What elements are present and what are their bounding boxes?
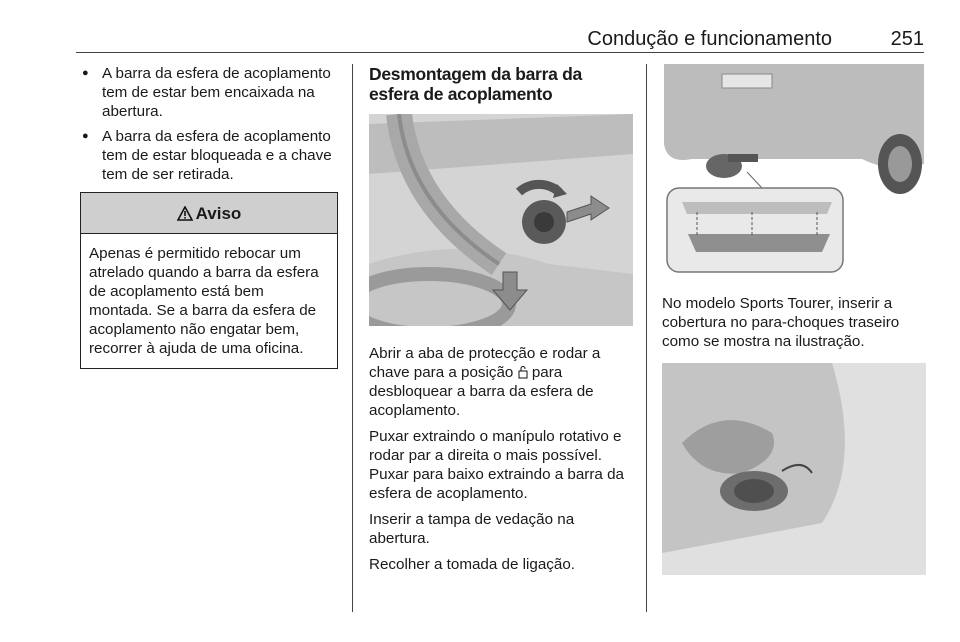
towbar-removal-illustration xyxy=(369,114,633,326)
warning-box xyxy=(80,192,338,369)
column-middle xyxy=(369,64,633,581)
page-number: 251 xyxy=(890,28,924,50)
rear-bumper-cover-illustration xyxy=(662,64,926,276)
section-title: Desmontagem da barra da esfera de acoplamento xyxy=(369,64,582,104)
bullet-list xyxy=(80,64,338,184)
column-divider xyxy=(352,64,353,612)
instruction-paragraph: Recolher a tomada de ligação. xyxy=(369,556,576,573)
instruction-paragraph: Abrir a aba de protecção e rodar a chave para a posição para desbloquear a barra da esfera de acoplamento. xyxy=(369,345,601,419)
bullet-item: ● A barra da esfera de acoplamento tem de estar bem encaixada na abertura. xyxy=(80,64,338,121)
unlock-icon xyxy=(518,365,528,379)
warning-triangle-icon xyxy=(177,206,193,221)
warning-header xyxy=(81,193,337,234)
sports-tourer-bumper-illustration xyxy=(662,363,926,575)
instruction-paragraph: Puxar extraindo o manípulo rotativo e rodar par a direita o mais possível. Puxar para baixo extraindo a barra da esfera de acoplamento. xyxy=(369,428,624,502)
column-right xyxy=(662,64,926,575)
instruction-paragraph: Inserir a tampa de vedação na abertura. xyxy=(369,511,575,547)
bullet-item: ● A barra da esfera de acoplamento tem de estar bloqueada e a chave tem de ser retirada. xyxy=(80,127,338,184)
instruction-paragraph: No modelo Sports Tourer, inserir a cobertura no para-choques traseiro como se mostra na ilustração. xyxy=(662,295,900,350)
chapter-title: Condução e funcionamento xyxy=(587,28,832,50)
column-divider xyxy=(646,64,647,612)
page-header xyxy=(76,26,924,53)
warning-title: Aviso xyxy=(195,203,242,223)
column-left xyxy=(80,64,338,369)
warning-text: Apenas é permitido rebocar um atrelado quando a barra da esfera de acoplamento está bem montada. Se a barra da esfera de acoplamento não engatar bem, recorrer à ajuda de uma oficina. xyxy=(89,245,319,357)
